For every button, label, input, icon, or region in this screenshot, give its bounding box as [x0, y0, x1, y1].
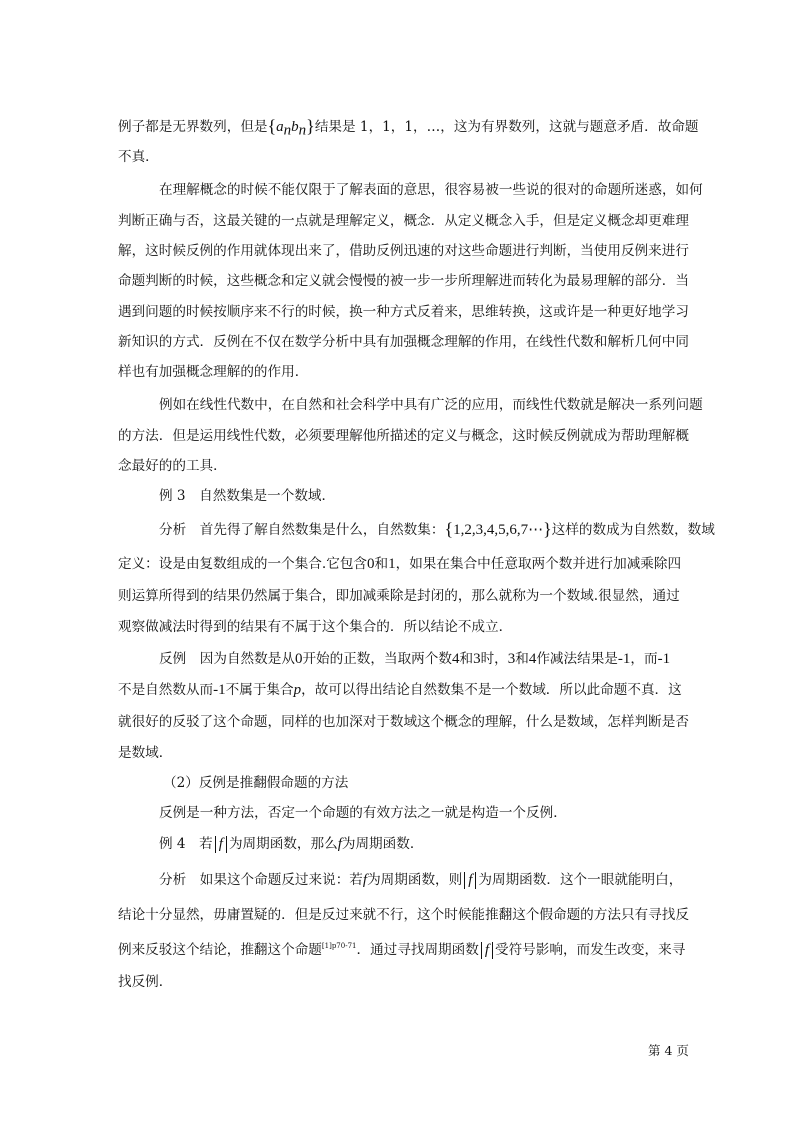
math-var: p [293, 682, 302, 698]
math-subscript: n [283, 122, 292, 139]
text-segment: 为周期函数． [341, 836, 424, 852]
text-segment: 定义：设是由复数组成的一个集合.它包含 [118, 556, 368, 572]
text-line: 找反例． [118, 974, 173, 990]
text-line: 观察做减法时得到的结果有不属于这个集合的．所以结论不成立． [118, 619, 513, 635]
page-number: 第 4 页 [648, 1043, 689, 1058]
math-number: 4 [451, 651, 460, 667]
text-line [118, 554, 681, 574]
text-line: 遇到问题的时候按顺序来不行的时候，换一种方式反着来，思维转换，这或许是一种更好地学习 [118, 304, 689, 320]
text-segment: 作减法结果是 [536, 651, 618, 667]
text-segment: 分析 如果这个命题反过来说：若 [159, 872, 363, 888]
text-segment: 不是自然数从而 [118, 682, 214, 698]
text-segment: 例来反驳这个结论，推翻这个命题 [118, 942, 322, 958]
text-segment: ．通过寻找周期函数 [356, 942, 479, 958]
text-segment: 为周期函数，则 [367, 872, 463, 888]
example-heading: 例 3 自然数集是一个数域． [159, 488, 336, 504]
text-segment: ，而 [630, 651, 658, 667]
text-line: 不真． [118, 149, 159, 165]
math-number: 0 [367, 556, 375, 572]
text-segment: 反例 因为自然数是从 [159, 651, 295, 667]
text-segment: 这样的数成为自然数，数域 [551, 522, 715, 538]
brace-right: } [306, 116, 315, 136]
text-line [159, 519, 715, 540]
math-number: -1 [617, 651, 631, 667]
text-segment: 为周期函数．这个一眼就能明白， [478, 872, 683, 888]
text-line: 例如在线性代数中，在自然和社会科学中具有广泛的应用，而线性代数就是解决一系列问题 [159, 397, 703, 413]
math-number: 0 [294, 651, 303, 667]
text-segment: 和 [374, 556, 389, 572]
math-subscript: n [298, 122, 307, 139]
text-segment: 受符号影响，而发生改变，来寻 [495, 942, 686, 958]
math-number: 4 [528, 651, 537, 667]
math-var: f [362, 872, 368, 888]
text-line: 的方法．但是运用线性代数，必须要理解他所描述的定义与概念，这时候反例就成为帮助理解概 [118, 428, 689, 444]
text-line: 新知识的方式．反例在不仅在数学分析中具有加强概念理解的作用，在线性代数和解析几何中同 [118, 334, 689, 350]
section-heading: （2）反例是推翻假命题的方法 [163, 775, 349, 791]
math-set: 1,2,3,4,5,6,7⋯ [453, 522, 544, 538]
text-segment: 例 4 若 [159, 836, 213, 852]
text-line: 反例是一种方法，否定一个命题的有效方法之一就是构造一个反例． [159, 805, 567, 821]
text-line: 命题判断的时候，这些概念和定义就会慢慢的被一步一步所理解进而转化为最易理解的部分．当 [118, 273, 689, 289]
text-line: 是数域． [118, 745, 173, 761]
text-line: 结论十分显然，毋庸置疑的．但是反过来就不行，这个时候能推翻这个假命题的方法只有寻找反 [118, 907, 689, 923]
math-abs: f [215, 836, 227, 853]
text-segment: 结果是 1，1，1，…，这为有界数列，这就与题意矛盾．故命题 [314, 119, 699, 135]
math-number: 1 [388, 556, 396, 572]
text-segment: 分析 首先得了解自然数集是什么，自然数集： [159, 522, 445, 538]
text-segment: 开始的正数，当取两个数 [302, 651, 452, 667]
math-abs: f [481, 942, 493, 959]
math-abs: f [464, 872, 476, 889]
text-line: 则运算所得到的结果仍然属于集合，即加减乘除是封闭的，那么就称为一个数域.很显然，通过 [118, 588, 680, 604]
text-line: 就很好的反驳了这个命题，同样的也加深对于数域这个概念的理解，什么是数域，怎样判断是否 [118, 714, 689, 730]
text-line: 念最好的的工具． [118, 458, 227, 474]
example-heading [159, 834, 423, 854]
math-var: f [337, 836, 342, 852]
brace-right: } [543, 519, 552, 539]
text-segment: 和 [459, 651, 474, 667]
text-line [159, 870, 682, 890]
text-segment: 例子都是无界数列，但是 [118, 119, 268, 135]
text-line: 在理解概念的时候不能仅限于了解表面的意思，很容易被一些说的很对的命题所迷惑，如何 [159, 182, 703, 198]
math-number: -1 [657, 651, 671, 667]
brace-left: { [267, 116, 277, 136]
citation-superscript: [1]p70-71 [321, 942, 357, 950]
text-segment: 和 [515, 651, 529, 667]
math-number: 3 [473, 651, 481, 667]
text-segment: ，故可以得出结论自然数集不是一个数域．所以此命题不真．这 [301, 682, 682, 698]
math-var: b [291, 119, 299, 135]
math-var: a [276, 119, 284, 135]
text-segment: ，如果在集合中任意取两个数并进行加减乘除四 [395, 556, 682, 572]
text-line [118, 116, 699, 141]
math-number: 3 [507, 651, 516, 667]
text-segment: 时， [480, 651, 508, 667]
text-segment: 不属于集合 [225, 682, 294, 698]
text-line: 判断正确与否，这最关键的一点就是理解定义，概念．从定义概念入手，但是定义概念却更难理 [118, 213, 689, 229]
text-line [159, 649, 670, 669]
text-line [118, 936, 685, 960]
text-line: 解，这时候反例的作用就体现出来了，借助反例迅速的对这些命题进行判断，当使用反例来进行 [118, 243, 689, 259]
brace-left: { [444, 519, 454, 539]
text-line [118, 680, 682, 700]
math-number: -1 [213, 682, 226, 698]
text-segment: 为周期函数，那么 [228, 836, 338, 852]
text-line: 样也有加强概念理解的的作用． [118, 364, 309, 380]
